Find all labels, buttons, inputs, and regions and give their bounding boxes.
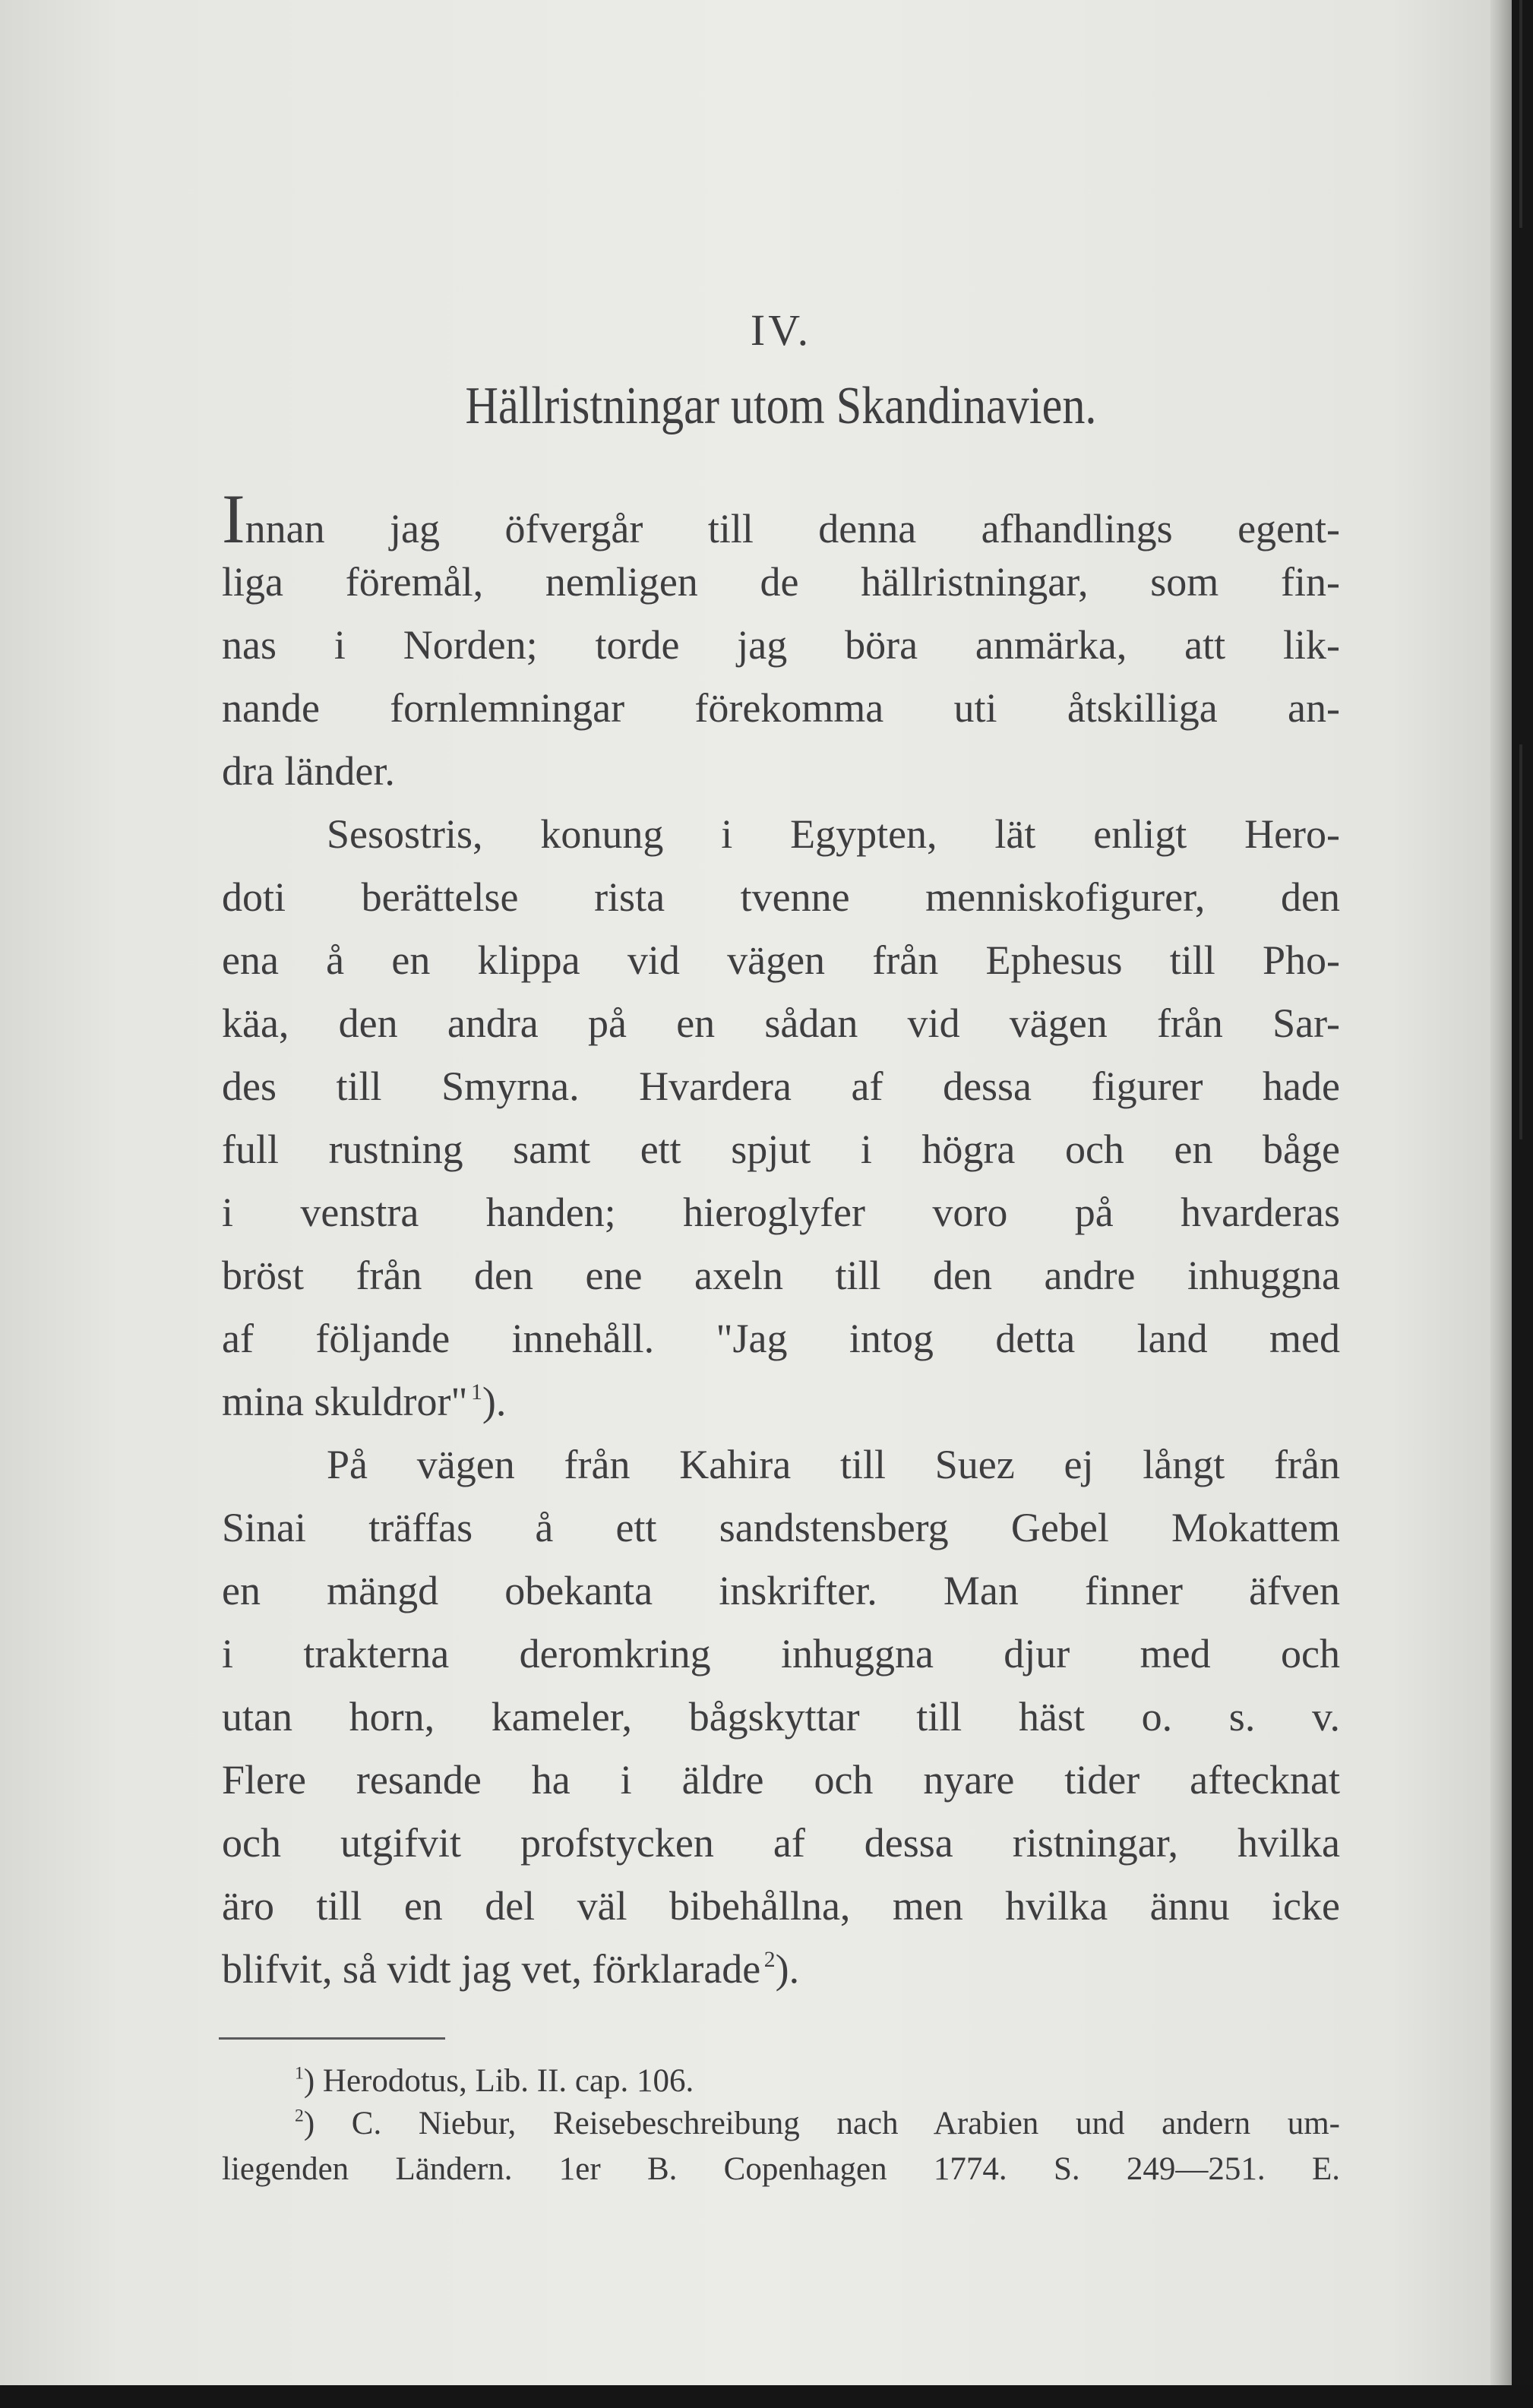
footnote-ref: 2 (763, 1948, 776, 1973)
body-line: Sesostris, konung i Egypten, lät enligt Hero- (327, 811, 1340, 857)
body-line (222, 1942, 1340, 1996)
chapter-title: Hällristningar utom Skandinavien. (465, 377, 1097, 435)
body-line (222, 480, 1340, 558)
body-line: dra länder. (222, 748, 395, 794)
footnote-ref-tail: ). (482, 1379, 507, 1424)
body-line: full rustning samt ett spjut i högra och en båge (222, 1127, 1340, 1172)
footnote-2 (295, 2103, 1340, 2145)
body-line (222, 1374, 1340, 1429)
body-line: Sinai träffas å ett sandstensberg Gebel Mokattem (222, 1505, 1340, 1550)
body-line: äro till en del väl bibehållna, men hvilka ännu icke (222, 1883, 1340, 1929)
line-text: nnan jag öfvergår till denna afhandlings egent- (245, 506, 1340, 551)
line-text: blifvit, så vidt jag vet, förklarade (222, 1946, 761, 1992)
edge-mark (1519, 0, 1522, 228)
body-line: käa, den andra på en sådan vid vägen från Sar- (222, 1000, 1340, 1046)
chapter-number: IV. (750, 305, 812, 355)
body-line: nande fornlemningar förekomma uti åtskilliga an- (222, 685, 1340, 731)
footnote-mark: 2 (295, 2106, 304, 2126)
body-line: ena å en klippa vid vägen från Ephesus till Pho- (222, 937, 1340, 983)
footnote-mark: 1 (295, 2063, 304, 2084)
body-line: des till Smyrna. Hvardera af dessa figurer hade (222, 1063, 1340, 1109)
footnote-ref-tail: ). (775, 1946, 800, 1992)
footnote-1 (295, 2060, 1340, 2103)
edge-mark (1519, 744, 1522, 1139)
body-line: På vägen från Kahira till Suez ej långt från (327, 1442, 1340, 1487)
body-line: bröst från den ene axeln till den andre inhuggna (222, 1253, 1340, 1298)
line-text: mina skuldror" (222, 1379, 468, 1424)
body-line: liga föremål, nemligen de hällristningar, som fin- (222, 559, 1340, 605)
body-line: och utgifvit profstycken af dessa ristningar, hvilka (222, 1820, 1340, 1866)
footnote-2-continued: liegenden Ländern. 1er B. Copenhagen 1774. S. 249—251. E. (222, 2151, 1340, 2187)
footnote-divider (219, 2037, 445, 2040)
body-line: af följande innehåll. "Jag intog detta land med (222, 1316, 1340, 1361)
footnote-ref: 1 (471, 1380, 482, 1405)
body-line: i venstra handen; hieroglyfer voro på hvarderas (222, 1190, 1340, 1235)
bottom-band (0, 2385, 1533, 2408)
body-line: Flere resande ha i äldre och nyare tider aftecknat (222, 1757, 1340, 1803)
body-line: en mängd obekanta inskrifter. Man finner äfven (222, 1568, 1340, 1613)
body-line: utan horn, kameler, bågskyttar till häst o. s. v. (222, 1694, 1340, 1740)
drop-cap: I (222, 480, 245, 558)
footnote-text: ) Herodotus, Lib. II. cap. 106. (303, 2063, 694, 2099)
footnote-text: ) C. Niebur, Reisebeschreibung nach Arabien und andern um- (303, 2106, 1340, 2141)
page-edge (1490, 0, 1512, 2385)
body-line: doti berättelse rista tvenne menniskofigurer, den (222, 874, 1340, 920)
body-line: i trakterna deromkring inhuggna djur med och (222, 1631, 1340, 1676)
body-line: nas i Norden; torde jag böra anmärka, att lik- (222, 622, 1340, 668)
